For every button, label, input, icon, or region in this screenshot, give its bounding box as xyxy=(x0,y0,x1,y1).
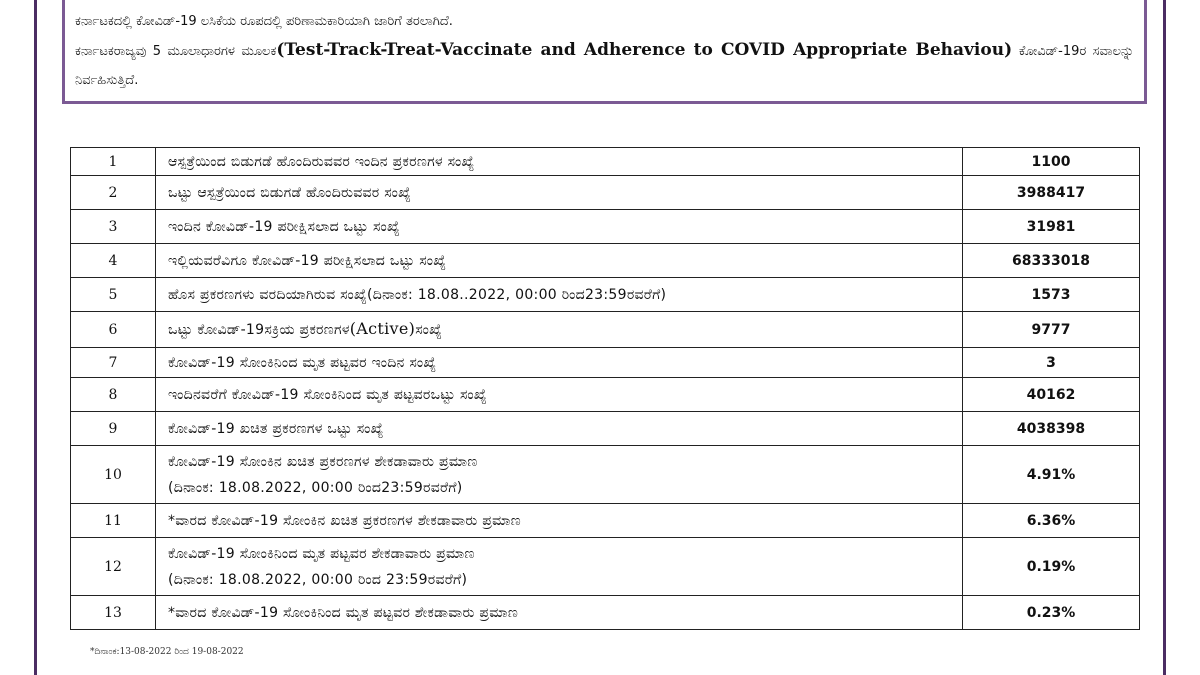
row-description xyxy=(156,378,963,412)
row-description xyxy=(156,596,963,630)
stats-table-body xyxy=(71,148,1140,630)
row-value: 31981 xyxy=(963,210,1140,244)
row-value: 1573 xyxy=(963,278,1140,312)
row-description xyxy=(156,244,963,278)
row-description xyxy=(156,312,963,348)
row-value: 40162 xyxy=(963,378,1140,412)
footnote: *ದಿನಾಂಕ:13-08-2022 ರಿಂದ 19-08-2022 xyxy=(90,647,244,657)
row-description xyxy=(156,278,963,312)
table-row xyxy=(71,504,1140,538)
row-number: 1 xyxy=(71,148,156,176)
table-row xyxy=(71,596,1140,630)
row-description-line: (ದಿನಾಂಕ: 18.08.2022, 00:00 ರಿಂದ 23:59ರವರೆಗೆ) xyxy=(168,571,468,588)
notice-line-2-english: (Test-Track-Treat-Vaccinate and Adherence to COVID Appropriate Behaviou) xyxy=(276,40,1013,60)
row-number: 7 xyxy=(71,348,156,378)
row-description-line: ಇಂದಿನವರೆಗೆ ಕೋವಿಡ್-19 ಸೋಂಕಿನಿಂದ ಮೃತ ಪಟ್ಟವರಒಟ್ಟು ಸಂಖ್ಯೆ xyxy=(168,386,487,403)
table-row xyxy=(71,312,1140,348)
row-description xyxy=(156,446,963,504)
covid-stats-table xyxy=(70,147,1140,630)
row-description-line: ಕೋವಿಡ್-19 ಸೋಂಕಿನಿಂದ ಮೃತ ಪಟ್ಟವರ ಇಂದಿನ ಸಂಖ್ಯೆ xyxy=(168,354,437,371)
row-number: 3 xyxy=(71,210,156,244)
row-number: 8 xyxy=(71,378,156,412)
table-row xyxy=(71,348,1140,378)
row-value: 0.19% xyxy=(963,538,1140,596)
row-description-line: ಆಸ್ಪತ್ರೆಯಿಂದ ಬಿಡುಗಡೆ ಹೊಂದಿರುವವರ ಇಂದಿನ ಪ್ರಕರಣಗಳ ಸಂಖ್ಯೆ xyxy=(168,153,475,170)
row-value: 0.23% xyxy=(963,596,1140,630)
row-value: 6.36% xyxy=(963,504,1140,538)
row-number: 4 xyxy=(71,244,156,278)
row-value: 3 xyxy=(963,348,1140,378)
table-row xyxy=(71,412,1140,446)
table-row xyxy=(71,278,1140,312)
table-row xyxy=(71,148,1140,176)
row-description-line: ಇಲ್ಲಿಯವರೆವಿಗೂ ಕೋವಿಡ್-19 ಪರೀಕ್ಷಿಸಲಾದ ಒಟ್ಟು ಸಂಖ್ಯೆ xyxy=(168,252,447,269)
table-row xyxy=(71,210,1140,244)
row-description-line: ಹೊಸ ಪ್ರಕರಣಗಳು ವರದಿಯಾಗಿರುವ ಸಂಖ್ಯೆ(ದಿನಾಂಕ: 18.08..2022, 00:00 ರಿಂದ23:59ರವರೆಗೆ) xyxy=(168,286,667,303)
notice-box xyxy=(62,0,1147,104)
row-description-line: ಕೋವಿಡ್-19 ಸೋಂಕಿನಿಂದ ಮೃತ ಪಟ್ಟವರ ಶೇಕಡಾವಾರು ಪ್ರಮಾಣ xyxy=(168,545,475,562)
row-description-line: *ವಾರದ ಕೋವಿಡ್-19 ಸೋಂಕಿನಿಂದ ಮೃತ ಪಟ್ಟವರ ಶೇಕಡಾವಾರು ಪ್ರಮಾಣ xyxy=(168,604,519,621)
row-value: 4038398 xyxy=(963,412,1140,446)
row-description-line: ಒಟ್ಟು ಆಸ್ಪತ್ರೆಯಿಂದ ಬಿಡುಗಡೆ ಹೊಂದಿರುವವರ ಸಂಖ್ಯೆ xyxy=(168,184,412,201)
row-value: 9777 xyxy=(963,312,1140,348)
table-row xyxy=(71,244,1140,278)
row-number: 2 xyxy=(71,176,156,210)
row-number: 12 xyxy=(71,538,156,596)
table-row xyxy=(71,538,1140,596)
row-value: 4.91% xyxy=(963,446,1140,504)
table-row xyxy=(71,446,1140,504)
row-number: 5 xyxy=(71,278,156,312)
row-number: 11 xyxy=(71,504,156,538)
row-value: 1100 xyxy=(963,148,1140,176)
row-description xyxy=(156,348,963,378)
row-description xyxy=(156,412,963,446)
row-value: 3988417 xyxy=(963,176,1140,210)
row-description xyxy=(156,148,963,176)
row-description xyxy=(156,176,963,210)
notice-line-2 xyxy=(75,36,1134,95)
row-description-line: *ವಾರದ ಕೋವಿಡ್-19 ಸೋಂಕಿನ ಖಚಿತ ಪ್ರಕರಣಗಳ ಶೇಕಡಾವಾರು ಪ್ರಮಾಣ xyxy=(168,512,521,529)
notice-line-1: ಕರ್ನಾಟಕದಲ್ಲಿ ಕೋವಿಡ್-19 ಲಸಿಕೆಯ ರೂಪದಲ್ಲಿ ಪರಿಣಾಮಕಾರಿಯಾಗಿ ಜಾರಿಗೆ ತರಲಾಗಿದೆ. xyxy=(75,14,453,29)
row-description xyxy=(156,210,963,244)
row-number: 9 xyxy=(71,412,156,446)
table-row xyxy=(71,176,1140,210)
row-description-line: ಇಂದಿನ ಕೋವಿಡ್-19 ಪರೀಕ್ಷಿಸಲಾದ ಒಟ್ಟು ಸಂಖ್ಯೆ xyxy=(168,218,400,235)
table-row xyxy=(71,378,1140,412)
notice-line-2-kannada: ಕರ್ನಾಟಕರಾಜ್ಯವು 5 ಮೂಲಾಧಾರಗಳ ಮೂಲಕ xyxy=(75,44,277,59)
row-description-line: (ದಿನಾಂಕ: 18.08.2022, 00:00 ರಿಂದ23:59ರವರೆಗೆ) xyxy=(168,479,463,496)
row-description-line: ಕೋವಿಡ್-19 ಸೋಂಕಿನ ಖಚಿತ ಪ್ರಕರಣಗಳ ಶೇಕಡಾವಾರು ಪ್ರಮಾಣ xyxy=(168,453,478,470)
row-description xyxy=(156,538,963,596)
row-number: 13 xyxy=(71,596,156,630)
row-description-line: ಒಟ್ಟು ಕೋವಿಡ್-19ಸಕ್ರಿಯ ಪ್ರಕರಣಗಳ(Active)ಸಂಖ್ಯೆ xyxy=(168,319,443,338)
row-description xyxy=(156,504,963,538)
notice-line-2-tail: ಕೋವಿಡ್-19ರ ಸವಾಲನ್ನು ನಿರ್ವಹಿಸುತ್ತಿದೆ. xyxy=(75,44,1134,88)
row-number: 6 xyxy=(71,312,156,348)
row-value: 68333018 xyxy=(963,244,1140,278)
row-number: 10 xyxy=(71,446,156,504)
row-description-line: ಕೋವಿಡ್-19 ಖಚಿತ ಪ್ರಕರಣಗಳ ಒಟ್ಟು ಸಂಖ್ಯೆ xyxy=(168,420,384,437)
